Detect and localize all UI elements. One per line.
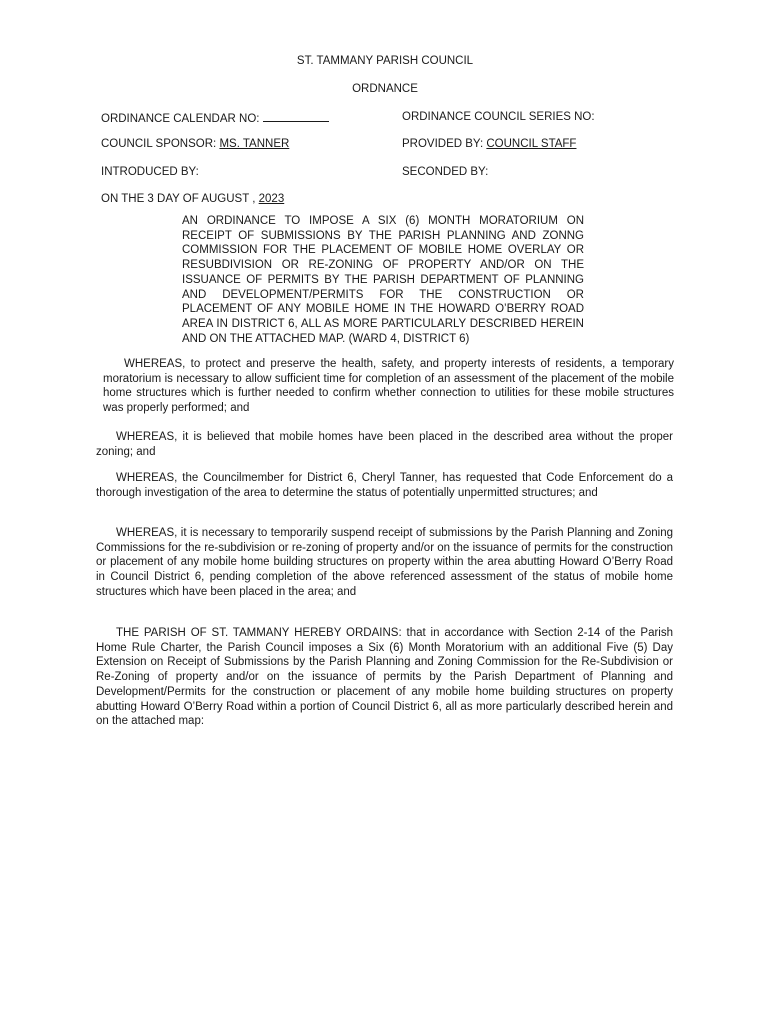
whereas-paragraph-1: WHEREAS, to protect and preserve the health, safety, and property interests of residents, a temporary moratorium is necessary to allow sufficient time for completion of an assessment of the placement of the mobile home structures which is further needed to confirm whether connection to utilities for these mobile structures was properly performed; and [103, 358, 674, 415]
calendar-label: ORDINANCE CALENDAR NO: [101, 113, 260, 125]
provided-label: PROVIDED BY: [402, 138, 484, 150]
date-prefix: ON THE 3 DAY OF AUGUST , [101, 193, 256, 205]
whereas-paragraph-3: WHEREAS, the Councilmember for District 6, Cheryl Tanner, has requested that Code Enforcement do a thorough investigation of the area to determine the status of potentially unpermitted structures; and [96, 472, 673, 499]
sponsor-value: MS. TANNER [219, 138, 290, 150]
date-line [101, 193, 284, 205]
provided-value: COUNCIL STAFF [486, 138, 577, 150]
sponsor-label: COUNCIL SPONSOR: [101, 138, 217, 150]
series-label: ORDINANCE COUNCIL SERIES NO: [402, 111, 595, 123]
calendar-blank-line [263, 111, 329, 122]
whereas-paragraph-2: WHEREAS, it is believed that mobile homes have been placed in the described area without the proper zoning; and [96, 431, 673, 458]
council-name: ST. TAMMANY PARISH COUNCIL [296, 55, 474, 67]
provided-by-field [402, 138, 576, 150]
date-year: 2023 [258, 193, 285, 205]
calendar-number-field [101, 111, 329, 125]
ordains-paragraph: THE PARISH OF ST. TAMMANY HEREBY ORDAINS: that in accordance with Section 2-14 of the Parish Home Rule Charter, the Parish Council imposes a Six (6) Month Moratorium with an additional Five (5) Day Extension on Receipt of Submissions by the Parish Planning and Zoning Commission for the Re-Subdivision or Re-Zoning of property and/or on the issuance of permits by the Parish Department of Planning and Development/Permits for the construction or placement of any mobile home building structures on property abutting Howard O’Berry Road within a portion of Council District 6, all as more particularly described herein and on the attached map: [96, 627, 673, 728]
sponsor-field [101, 138, 289, 150]
introduced-label: INTRODUCED BY: [101, 166, 199, 178]
seconded-label: SECONDED BY: [402, 166, 489, 178]
ordinance-title: AN ORDINANCE TO IMPOSE A SIX (6) MONTH MORATORIUM ON RECEIPT OF SUBMISSIONS BY THE PARISH PLANNING AND ZONNG COMMISSION FOR THE PLACEMENT OF MOBILE HOME OVERLAY OR RESUBDIVISION OR RE-ZONING OF PROPERTY AND/OR ON THE ISSUANCE OF PERMITS BY THE PARISH DEPARTMENT OF PLANNING AND DEVELOPMENT/PERMITS FOR THE CONSTRUCTION OR PLACEMENT OF ANY MOBILE HOME IN THE HOWARD O’BERRY ROAD AREA IN DISTRICT 6, ALL AS MORE PARTICULARLY DESCRIBED HEREIN AND ON THE ATTACHED MAP. (WARD 4, DISTRICT 6) [182, 215, 584, 345]
whereas-paragraph-4: WHEREAS, it is necessary to temporarily suspend receipt of submissions by the Parish Planning and Zoning Commissions for the re-subdivision or re-zoning of property and/or on the issuance of permits for the construction or placement of any mobile home building structures on property within the area abutting Howard O’Berry Road in Council District 6, pending completion of the above referenced assessment of the status of mobile home structures which have been placed in the area; and [96, 527, 673, 598]
document-type: ORDNANCE [352, 83, 418, 95]
